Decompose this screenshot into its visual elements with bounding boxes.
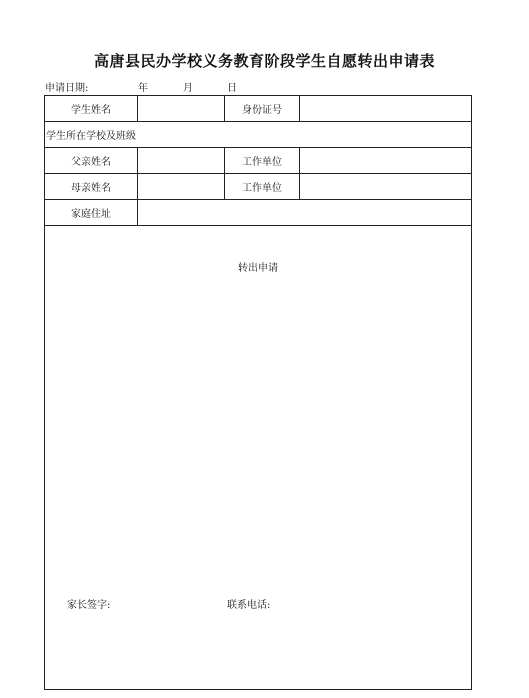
father-work-field[interactable] <box>300 149 471 172</box>
home-address-label: 家庭住址 <box>71 209 111 220</box>
application-section-title: 转出申请 <box>238 263 278 274</box>
contact-phone-field[interactable] <box>280 592 430 610</box>
id-number-field[interactable] <box>300 97 471 120</box>
mother-work-field[interactable] <box>300 175 471 198</box>
parent-signature-label: 家长签字: <box>67 600 111 611</box>
date-year-label: 年 <box>138 83 148 94</box>
date-label: 申请日期: <box>45 83 89 94</box>
mother-name-field[interactable] <box>138 175 223 198</box>
father-name-label: 父亲姓名 <box>71 157 111 168</box>
application-text-area[interactable] <box>49 276 467 586</box>
contact-phone-label: 联系电话: <box>227 600 271 611</box>
student-name-label: 学生姓名 <box>71 105 111 116</box>
form-title: 高唐县民办学校义务教育阶段学生自愿转出申请表 <box>93 52 435 70</box>
father-work-label: 工作单位 <box>242 157 282 168</box>
mother-work-label: 工作单位 <box>242 183 282 194</box>
school-class-label: 学生所在学校及班级 <box>46 131 136 142</box>
application-form-table <box>44 95 472 690</box>
id-number-label: 身份证号 <box>242 105 282 116</box>
mother-name-label: 母亲姓名 <box>71 183 111 194</box>
student-name-field[interactable] <box>138 97 223 120</box>
date-month-label: 月 <box>183 83 193 94</box>
home-address-field[interactable] <box>138 201 471 224</box>
parent-signature-field[interactable] <box>120 592 220 610</box>
row-divider <box>45 225 471 226</box>
father-name-field[interactable] <box>138 149 223 172</box>
school-class-field[interactable] <box>138 123 471 146</box>
date-day-label: 日 <box>227 83 237 94</box>
